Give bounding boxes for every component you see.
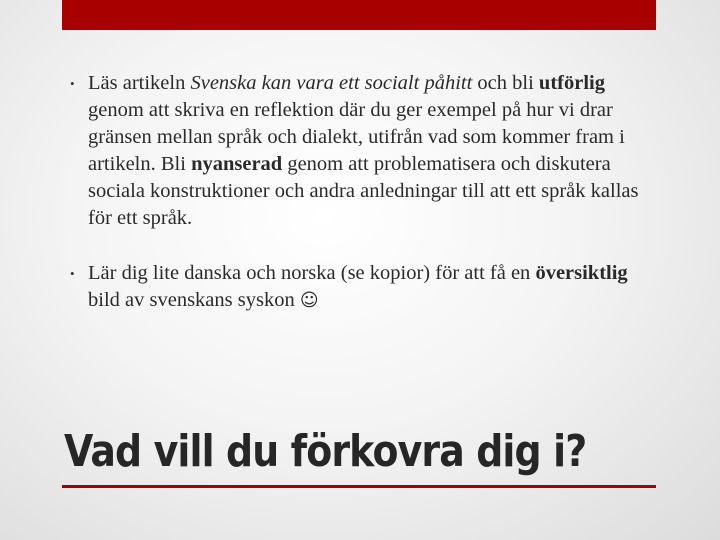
title-underline (62, 485, 656, 488)
bullet-dot-icon: • (70, 76, 75, 91)
keyword-nyanserad: nyanserad (191, 153, 283, 175)
bullet-text: genom att skriva en reflektion där du ger exempel på hur vi drar gränsen mellan språk och dialekt, utifrån vad som kommer fram i artikeln. Bli (88, 99, 625, 175)
bullet-text: bild av svenskans syskon (88, 289, 300, 311)
keyword-oversiktlig: översiktlig (535, 262, 628, 284)
keyword-utforlig: utförlig (538, 72, 605, 94)
bullet-text: Lär dig lite danska och norska (se kopior) för att få en (88, 262, 536, 284)
top-accent-bar (62, 0, 656, 30)
article-title: Svenska kan vara ett socialt påhitt (190, 72, 473, 94)
smiley-icon: ☺ (299, 290, 319, 311)
bullet-text: Läs artikeln (88, 72, 191, 94)
bullet-text: genom att problematisera och diskutera sociala konstruktioner och andra anledningar till att ett språk kallas för ett språk. (88, 153, 639, 229)
bullet-item-article (70, 70, 640, 232)
bullet-dot-icon: • (70, 266, 75, 281)
slide-body (70, 70, 640, 314)
bullet-item-languages (70, 260, 640, 314)
slide-title: Vad vill du förkovra dig i? (64, 426, 587, 477)
bullet-text: och bli (472, 72, 539, 94)
